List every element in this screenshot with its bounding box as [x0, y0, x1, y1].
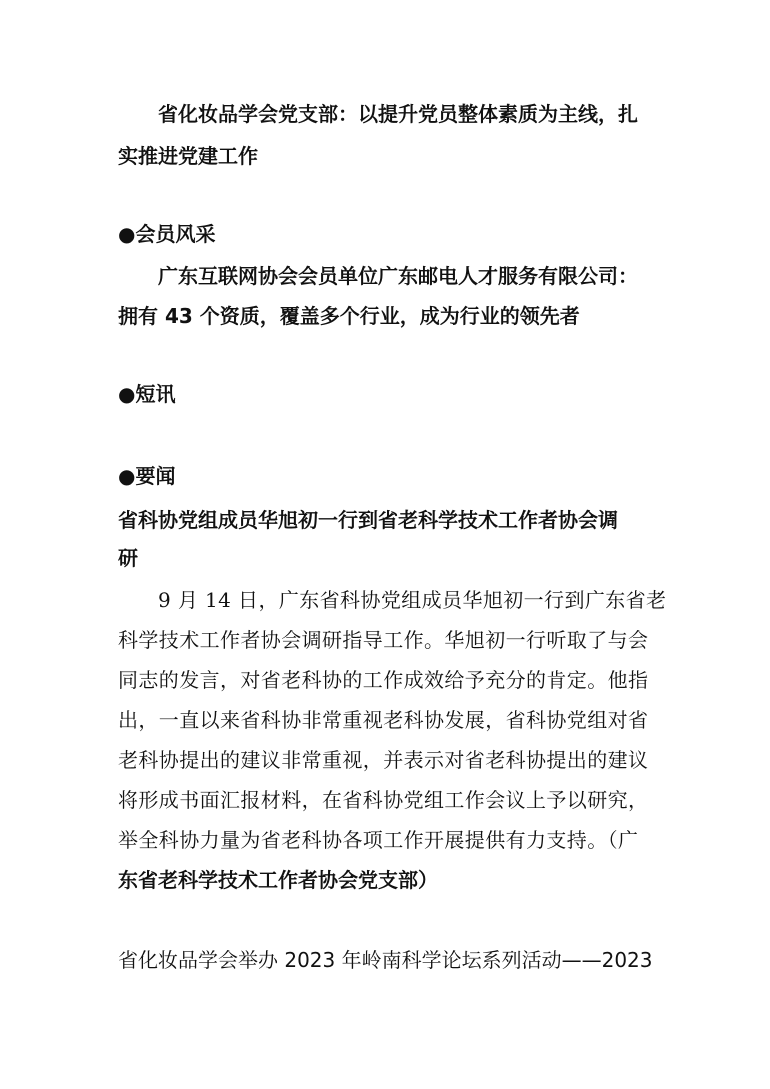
article-title-line-1: 省科协党组成员华旭初一行到省老科学技术工作者协会调: [118, 508, 618, 532]
section-heading-member-showcase: ●会员风采: [118, 222, 216, 246]
article-body-line-7: 举全科协力量为省老科协各项工作开展提供有力支持。（广: [118, 828, 639, 852]
section-heading-brief-news: ●短讯: [118, 382, 176, 406]
member-news-title-line-1[interactable]: 广东互联网协会会员单位广东邮电人才服务有限公司：: [158, 264, 638, 288]
article-body-line-2: 科学技术工作者协会调研指导工作。华旭初一行听取了与会: [118, 628, 649, 652]
article-body-line-5: 老科协提出的建议非常重视，并表示对省老科协提出的建议: [118, 748, 649, 772]
section-heading-headlines: ●要闻: [118, 464, 176, 488]
article-title-line-2: 研: [118, 546, 138, 570]
article2-title-line: 省化妆品学会举办 2023 年岭南科学论坛系列活动——2023: [118, 948, 653, 972]
branch-news-title-line-2[interactable]: 实推进党建工作: [118, 144, 258, 168]
member-news-title-line-2[interactable]: 拥有 43 个资质，覆盖多个行业，成为行业的领先者: [118, 304, 580, 328]
article-source-line: 东省老科学技术工作者协会党支部）: [118, 868, 438, 892]
article-body-line-1: 9 月 14 日，广东省科协党组成员华旭初一行到广东省老: [158, 588, 667, 612]
article-body-line-6: 将形成书面汇报材料，在省科协党组工作会议上予以研究，: [118, 788, 649, 812]
branch-news-title-line-1[interactable]: 省化妆品学会党支部：以提升党员整体素质为主线，扎: [158, 102, 638, 126]
article-body-line-3: 同志的发言，对省老科协的工作成效给予充分的肯定。他指: [118, 668, 649, 692]
article-body-line-4: 出，一直以来省科协非常重视老科协发展，省科协党组对省: [118, 708, 649, 732]
